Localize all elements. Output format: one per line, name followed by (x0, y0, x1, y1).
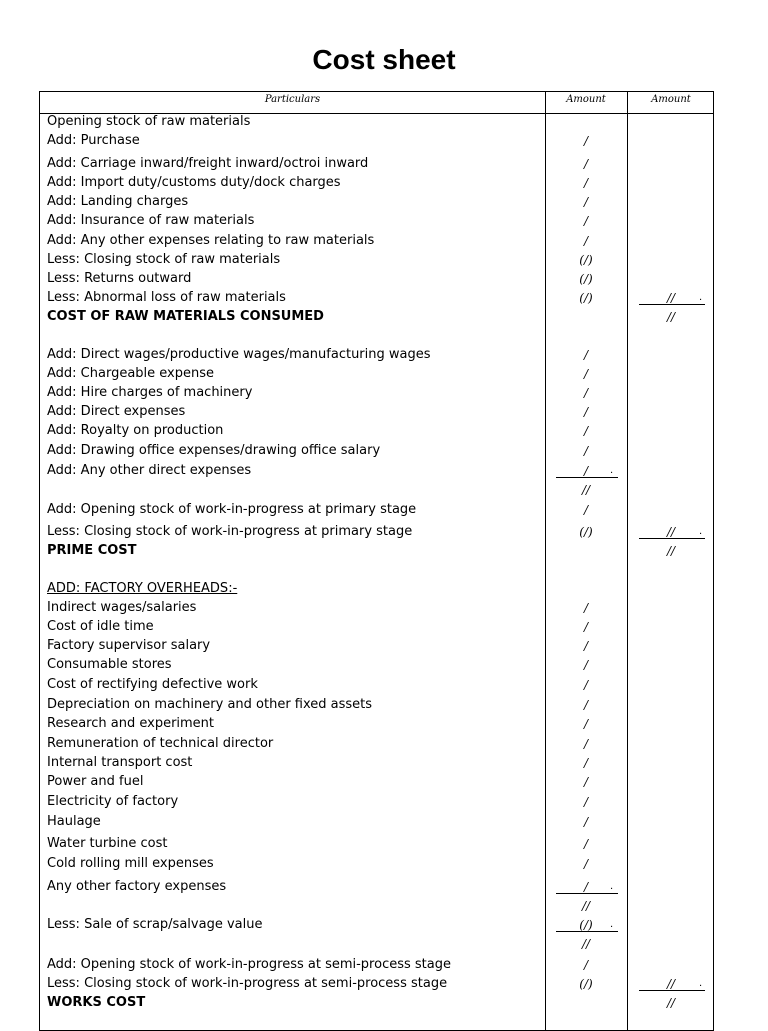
table-row (40, 696, 713, 714)
row-label: Add: Insurance of raw materials (47, 213, 255, 228)
table-row (40, 346, 713, 364)
row-label: Add: Chargeable expense (47, 366, 215, 381)
table-row (40, 523, 713, 541)
row-label: Less: Returns outward (47, 271, 192, 286)
row-label: Add: Any other expenses relating to raw materials (47, 233, 375, 248)
row-amount-1: // (581, 937, 591, 951)
table-row (40, 956, 713, 974)
row-amount-1: / (583, 444, 589, 458)
table-row (40, 618, 713, 636)
row-amount-1: / (583, 601, 589, 615)
row-label: Factory supervisor salary (47, 638, 211, 653)
table-row (40, 212, 713, 230)
row-amount-2: // (666, 996, 676, 1010)
row-amount-1: / (583, 737, 589, 751)
rule-dot: . (610, 919, 614, 930)
table-row (40, 251, 713, 269)
table-row (40, 897, 713, 915)
table-row (40, 542, 713, 560)
table-row (40, 855, 713, 873)
row-label: Add: Purchase (47, 133, 140, 148)
row-amount-1: / (583, 658, 589, 672)
cost-sheet-table (39, 91, 714, 1031)
row-label: Water turbine cost (47, 836, 168, 851)
row-label: COST OF RAW MATERIALS CONSUMED (47, 309, 324, 324)
row-label: Electricity of factory (47, 794, 179, 809)
table-row (40, 422, 713, 440)
table-row (40, 637, 713, 655)
row-label: Haulage (47, 814, 101, 829)
row-amount-1: / (583, 837, 589, 851)
row-amount-2: // (666, 291, 676, 305)
table-row (40, 174, 713, 192)
table-row (40, 580, 713, 598)
total-rule (639, 304, 705, 305)
row-label: Add: Opening stock of work-in-progress at semi-process stage (47, 957, 451, 972)
row-amount-1: / (583, 424, 589, 438)
row-label: Less: Closing stock of raw materials (47, 252, 281, 267)
row-amount-1: / (583, 348, 589, 362)
row-amount-1: / (583, 234, 589, 248)
subtotal-rule (556, 931, 618, 932)
table-row (40, 878, 713, 896)
table-row (40, 155, 713, 173)
table-row (40, 132, 713, 150)
row-label: Consumable stores (47, 657, 172, 672)
rule-dot: . (699, 526, 703, 537)
table-row (40, 793, 713, 811)
table-row (40, 501, 713, 519)
row-label: WORKS COST (47, 995, 146, 1010)
header-particulars: Particulars (264, 94, 321, 105)
row-label: Cost of idle time (47, 619, 154, 634)
row-amount-1: / (583, 503, 589, 517)
table-row (40, 676, 713, 694)
header-amount-1: Amount (566, 94, 606, 105)
row-amount-1: // (581, 899, 591, 913)
total-rule (639, 990, 705, 991)
row-amount-1: / (583, 176, 589, 190)
table-row (40, 813, 713, 831)
row-amount-2: // (666, 544, 676, 558)
row-amount-1: (/) (579, 253, 593, 267)
row-amount-1: / (583, 756, 589, 770)
row-amount-1: / (583, 678, 589, 692)
table-row (40, 270, 713, 288)
row-amount-1: / (583, 857, 589, 871)
row-amount-1: (/) (579, 272, 593, 286)
row-label: Add: Any other direct expenses (47, 463, 252, 478)
row-amount-1: / (583, 717, 589, 731)
row-label: Any other factory expenses (47, 879, 227, 894)
row-label: Less: Closing stock of work-in-progress at semi-process stage (47, 976, 448, 991)
row-label: Add: Import duty/customs duty/dock charges (47, 175, 341, 190)
row-label: Less: Abnormal loss of raw materials (47, 290, 286, 305)
row-amount-1: / (583, 405, 589, 419)
page-title: Cost sheet (312, 44, 456, 75)
row-amount-2: // (666, 310, 676, 324)
table-row (40, 232, 713, 250)
table-row (40, 715, 713, 733)
table-row (40, 935, 713, 953)
table-row (40, 462, 713, 480)
row-amount-2: // (666, 525, 676, 539)
row-amount-1: / (583, 698, 589, 712)
row-amount-1: / (583, 134, 589, 148)
row-label: Opening stock of raw materials (47, 114, 251, 129)
row-label: Add: Opening stock of work-in-progress at primary stage (47, 502, 417, 517)
row-amount-1: (/) (579, 525, 593, 539)
table-row (40, 994, 713, 1012)
row-label: Add: Direct expenses (47, 404, 186, 419)
row-amount-1: / (583, 464, 589, 478)
rule-dot: . (699, 978, 703, 989)
row-amount-1: (/) (579, 977, 593, 991)
row-amount-2: // (666, 977, 676, 991)
table-row (40, 365, 713, 383)
subtotal-rule (556, 477, 618, 478)
row-amount-1: / (583, 195, 589, 209)
rule-dot: . (699, 292, 703, 303)
header-amount-2: Amount (651, 94, 691, 105)
rule-dot: . (610, 881, 614, 892)
table-row (40, 754, 713, 772)
row-label: Remuneration of technical director (47, 736, 274, 751)
row-label: Power and fuel (47, 774, 144, 789)
row-label: Add: Direct wages/productive wages/manufacturing wages (47, 347, 431, 362)
table-row (40, 773, 713, 791)
table-row (40, 384, 713, 402)
row-label: Research and experiment (47, 716, 215, 731)
table-row (40, 835, 713, 853)
table-row (40, 289, 713, 307)
row-amount-1: / (583, 795, 589, 809)
row-amount-1: / (583, 639, 589, 653)
table-row (40, 916, 713, 934)
row-label: Internal transport cost (47, 755, 193, 770)
table-row (40, 735, 713, 753)
row-amount-1: / (583, 958, 589, 972)
table-row (40, 599, 713, 617)
table-row (40, 656, 713, 674)
row-amount-1: / (583, 367, 589, 381)
row-label: Add: Royalty on production (47, 423, 224, 438)
table-row (40, 113, 713, 131)
total-rule (639, 538, 705, 539)
row-label: Less: Closing stock of work-in-progress at primary stage (47, 524, 413, 539)
row-amount-1: (/) (579, 918, 593, 932)
row-amount-1: // (581, 483, 591, 497)
row-label: Add: Carriage inward/freight inward/octroi inward (47, 156, 369, 171)
table-row (40, 403, 713, 421)
row-label: Cost of rectifying defective work (47, 677, 258, 692)
row-label: PRIME COST (47, 543, 137, 558)
row-amount-1: (/) (579, 291, 593, 305)
row-label: Indirect wages/salaries (47, 600, 197, 615)
table-row (40, 442, 713, 460)
subtotal-rule (556, 893, 618, 894)
row-label: Add: Landing charges (47, 194, 189, 209)
row-amount-1: / (583, 775, 589, 789)
rule-dot: . (610, 465, 614, 476)
row-label: Depreciation on machinery and other fixed assets (47, 697, 373, 712)
table-row (40, 481, 713, 499)
row-label: Less: Sale of scrap/salvage value (47, 917, 263, 932)
row-amount-1: / (583, 386, 589, 400)
row-amount-1: / (583, 214, 589, 228)
row-label: Add: Hire charges of machinery (47, 385, 253, 400)
row-amount-1: / (583, 620, 589, 634)
table-row (40, 308, 713, 326)
row-amount-1: / (583, 815, 589, 829)
row-label: Cold rolling mill expenses (47, 856, 214, 871)
row-amount-1: / (583, 157, 589, 171)
row-amount-1: / (583, 880, 589, 894)
row-label: ADD: FACTORY OVERHEADS:- (47, 581, 238, 596)
table-row (40, 193, 713, 211)
row-label: Add: Drawing office expenses/drawing office salary (47, 443, 381, 458)
table-row (40, 975, 713, 993)
